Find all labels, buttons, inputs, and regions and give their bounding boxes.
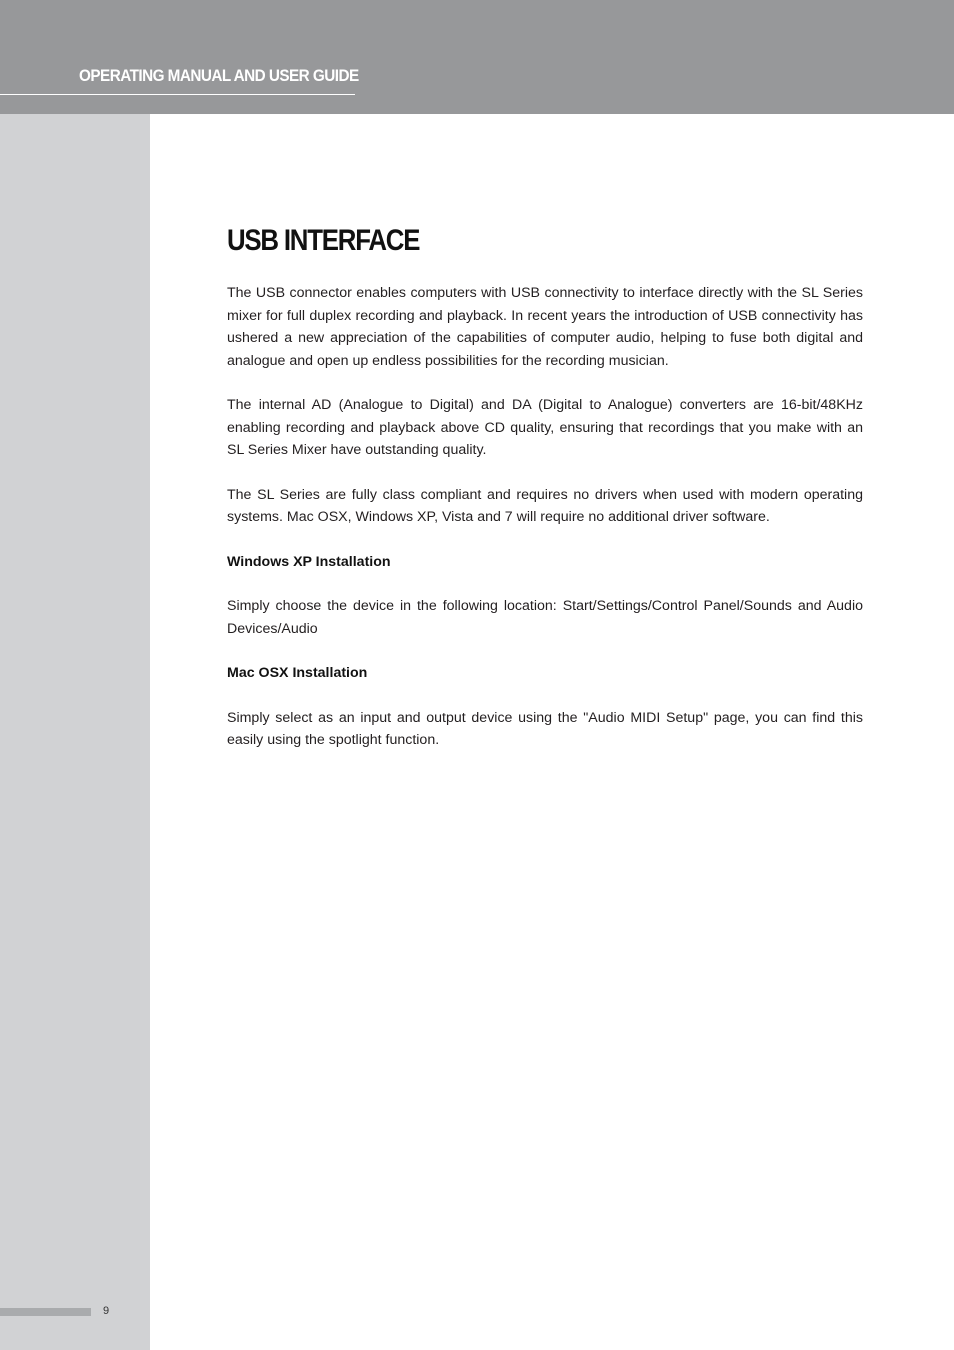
windows-installation-heading: Windows XP Installation <box>227 553 391 570</box>
page-number-bar <box>0 1308 91 1316</box>
page-title: USB INTERFACE <box>227 224 420 257</box>
manual-title: OPERATING MANUAL AND USER GUIDE <box>79 66 359 85</box>
converters-paragraph: The internal AD (Analogue to Digital) and DA (Digital to Analogue) converters are 16-bit/48KHz enabling recording and playback above CD quality, ensuring that recordings that you make with an SL Series Mixer have outstanding quality. <box>227 397 863 458</box>
header-rule <box>0 94 355 95</box>
header-band <box>0 0 954 114</box>
mac-installation-text: Simply select as an input and output device using the "Audio MIDI Setup" page, you can find this easily using the spotlight function. <box>227 709 863 748</box>
intro-paragraph: The USB connector enables computers with USB connectivity to interface directly with the SL Series mixer for full duplex recording and playback. In recent years the introduction of USB connectivity has ushered a new appreciation of the capabilities of computer audio, helping to fuse both digital and analogue and open up endless possibilities for the recording musician. <box>227 285 863 369</box>
page-content <box>227 224 863 774</box>
class-compliant-paragraph: The SL Series are fully class compliant and requires no drivers when used with modern operating systems. Mac OSX, Windows XP, Vista and 7 will require no additional driver software. <box>227 486 863 525</box>
sidebar-margin <box>0 114 150 1350</box>
page-number: 9 <box>103 1305 110 1317</box>
windows-installation-text: Simply choose the device in the following location: Start/Settings/Control Panel/Sounds and Audio Devices/Audio <box>227 598 863 637</box>
mac-installation-heading: Mac OSX Installation <box>227 665 368 681</box>
